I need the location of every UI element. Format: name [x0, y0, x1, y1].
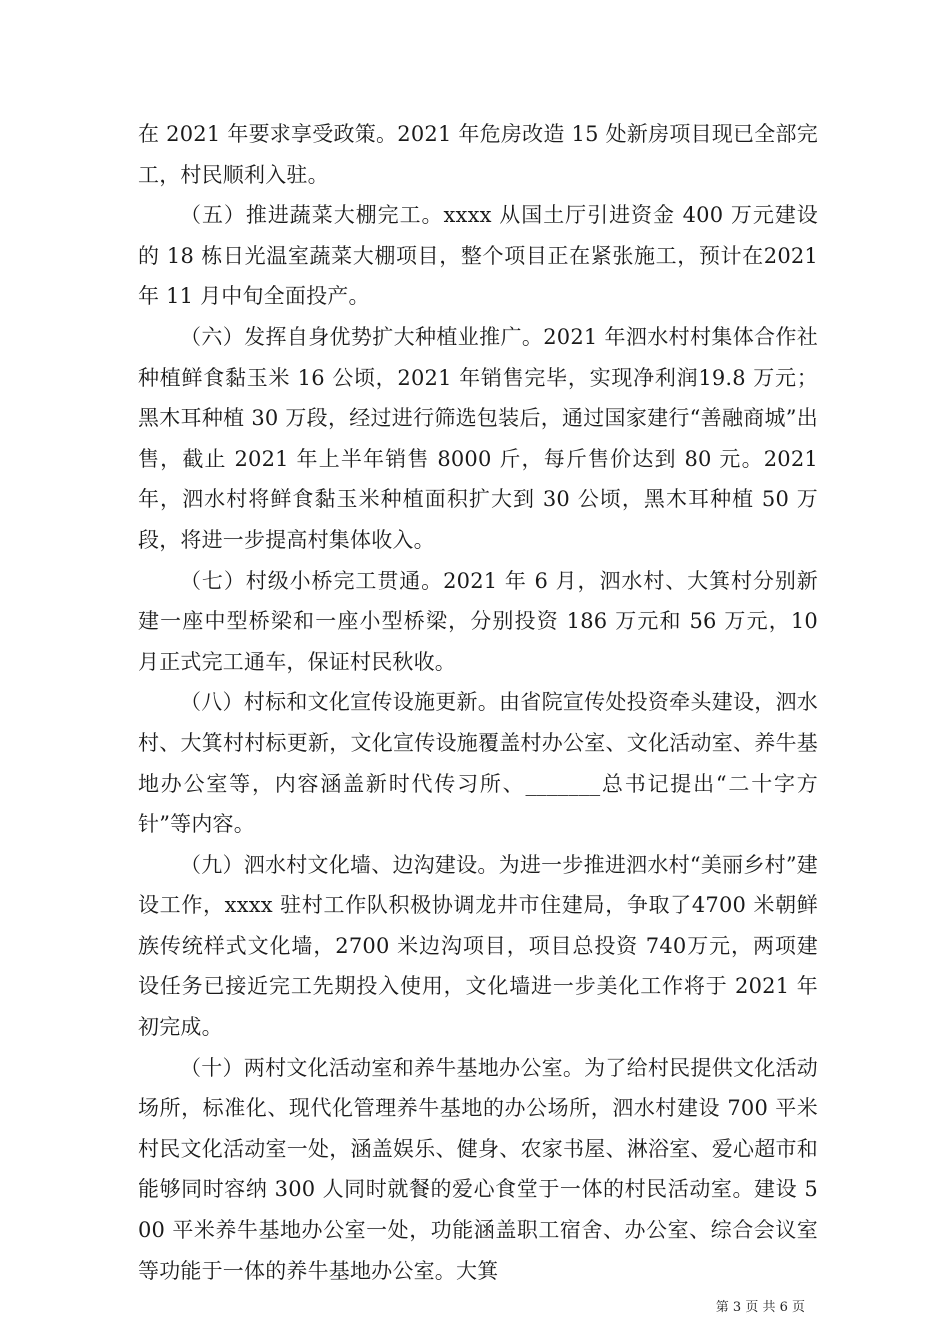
paragraph-village-sign-culture: （八）村标和文化宣传设施更新。由省院宣传处投资牵头建设，泗水村、大箕村村标更新，文化宣传设施覆盖村办公室、文化活动室、养牛基地办公室等，内容涵盖新时代传习所、_______总书记提出“二十字方针”等内容。	[138, 690, 818, 837]
paragraph-continuation: 在 2021 年要求享受政策。2021 年危房改造 15 处新房项目现已全部完工，村民顺利入驻。	[138, 122, 818, 187]
paragraph-culture-wall-ditch: （九）泗水村文化墙、边沟建设。为进一步推进泗水村“美丽乡村”建设工作，xxxx 驻村工作队积极协调龙井市住建局，争取了4700 米朝鲜族传统样式文化墙，2700 米边沟项目，项目总投资 740万元，两项建设任务已接近完工先期投入使用，文化墙进一步美化工作将于 2021 年初完成。	[138, 852, 818, 1040]
page-number-footer: 第 3 页 共 6 页	[715, 1300, 805, 1315]
paragraph-planting-promotion: （六）发挥自身优势扩大种植业推广。2021 年泗水村村集体合作社种植鲜食黏玉米 16 公顷，2021 年销售完毕，实现净利润19.8 万元；黑木耳种植 30 万段，经过进行筛选包装后，通过国家建行“善融商城”出售，截止 2021 年上半年销售 8000 斤，每斤售价达到 80 元。2021 年，泗水村将鲜食黏玉米种植面积扩大到 30 公顷，黑木耳种植 50 万段，将进一步提高村集体收入。	[138, 324, 818, 552]
paragraph-vegetable-greenhouse: （五）推进蔬菜大棚完工。xxxx 从国土厅引进资金 400 万元建设的 18 栋日光温室蔬菜大棚项目，整个项目正在紧张施工，预计在2021 年 11 月中旬全面投产。	[138, 203, 818, 309]
paragraph-activity-room-office: （十）两村文化活动室和养牛基地办公室。为了给村民提供文化活动场所，标准化、现代化管理养牛基地的办公场所，泗水村建设 700 平米村民文化活动室一处，涵盖娱乐、健身、农家书屋、淋浴室、爱心超市和能够同时容纳 300 人同时就餐的爱心食堂于一体的村民活动室。建设 500 平米养牛基地办公室一处，功能涵盖职工宿舍、办公室、综合会议室等功能于一体的养牛基地办公室。大箕	[138, 1055, 818, 1283]
document-body	[138, 114, 818, 1291]
paragraph-village-bridge: （七）村级小桥完工贯通。2021 年 6 月，泗水村、大箕村分别新建一座中型桥梁和一座小型桥梁，分别投资 186 万元和 56 万元，10 月正式完工通车，保证村民秋收。	[138, 568, 818, 674]
